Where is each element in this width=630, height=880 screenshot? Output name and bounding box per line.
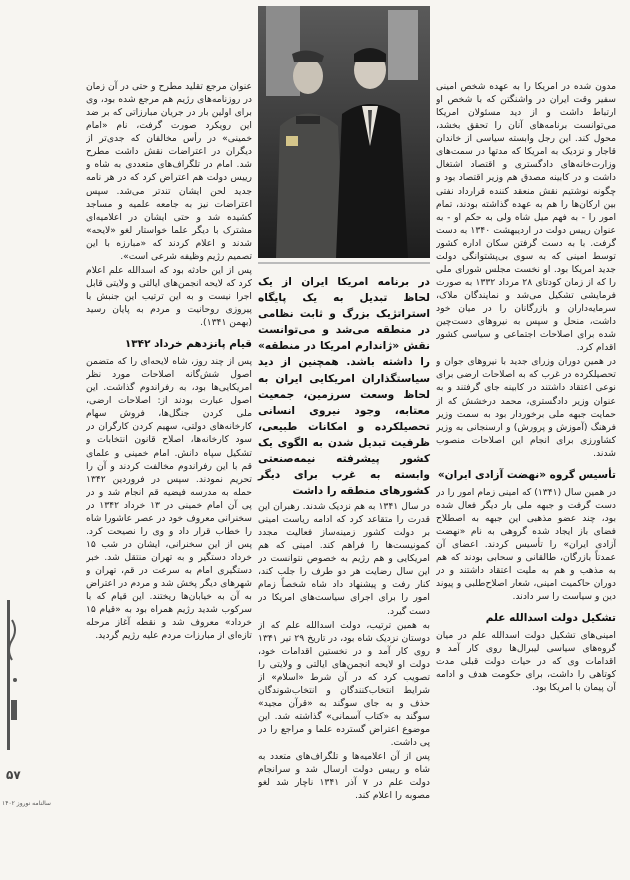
article-column-middle — [258, 500, 430, 810]
paragraph: عنوان مرجع تقلید مطرح و حتی در آن زمان در روزنامه‌های رژیم هم مرجع شده بود، وی برای اولین بار در جریان مبارزاتی که بر ضد این رویکرد صورت گرفت، نام «امام خمینی» در رأس مخالفان که جدی‌تر از دیگران در اعتراضات نقش داشت مطرح شد. امام در تلگراف‌های متعددی به شاه و رییس دولت هم اعتراض کرد که در هر نامه جدید لحن ایشان تندتر می‌شد. سپس اعتراضات نیز به جامعه علمیه و مساجد کشیده شد و حتی ایشان در اعلامیه‌ای مشترک با دیگر علما خواستار لغو «لایحه» شدند و اعلام کردند که «مبارزه با این تصمیم رژیم وظیفه شرعی است». — [86, 81, 252, 262]
section-heading: قیام پانزدهم خرداد ۱۳۴۲ — [124, 338, 252, 351]
paragraph: پس از آن اعلامیه‌ها و تلگراف‌های متعدد به شاه و رییس دولت ارسال شد و سرانجام دولت علم در ۷ آذر ۱۳۴۱ ناچار شد لغو مصوبه را اعلام کند. — [258, 751, 430, 802]
magazine-logo-mark — [4, 600, 20, 760]
paragraph: در همین دوران وزرای جدید با نیروهای جوان و تحصیلکرده در غرب که به اصلاحات ارضی برای نوعی اعتقاد داشتند در کابینه جای گرفتند و به عنوان وزیر دادگستری، محمد درخشش که از حمایت جبهه ملی برخوردار بود به سمت وزیر فرهنگ (آموزش و پرورش) و ارسنجانی به وزیر کشاورزی برای انجام این اصلاحات منصوب شدند. — [436, 356, 616, 459]
page-number: ۵۷ — [6, 768, 21, 782]
section-heading: تشکیل دولت اسدالله علم — [485, 612, 616, 625]
article-column-left — [86, 0, 252, 880]
paragraph: پس از چند روز، شاه لایحه‌ای را که متضمن اصول شش‌گانه اصلاحات مورد نظر امریکایی‌ها بود، به رفراندوم گذاشت. این اصول عبارت بودند از: اصلاحات ارضی، ملی کردن جنگل‌ها، فروش سهام کارخانه‌های دولتی، سهیم کردن کارگران در سود کارخانه‌ها، اصلاح قانون انتخابات و تشکیل سپاه دانش. امام خمینی و علمای قم با این رفراندوم مخالفت کردند و آن را تحریم نمودند. سپس در فروردین ۱۳۴۲ حمله به مدرسه فیضیه قم انجام شد و در پی آن امام خمینی در ۱۳ خرداد ۱۳۴۲ در سخنرانی معروف خود در عصر عاشورا شاه را خطاب قرار داد و وی را نصیحت کرد. پس از این سخنرانی، ایشان در شب ۱۵ خرداد دستگیر و به تهران منتقل شد. خبر دستگیری امام به سرعت در قم، تهران و شهرهای دیگر پخش شد و مردم در اعتراض به آن به خیابان‌ها ریختند. این قیام که با سرکوب شدید رژیم همراه بود به «قیام ۱۵ خرداد» معروف شد و نقطه آغاز مرحله تازه‌ای از مبارزات مردم علیه رژیم گردید. — [86, 356, 252, 642]
pull-quote — [258, 262, 430, 510]
section-heading: تأسیس گروه «نهضت آزادی ایران» — [437, 468, 616, 481]
article-column-right — [436, 0, 616, 880]
paragraph: به همین ترتیب، دولت اسدالله علم که از دوستان نزدیک شاه بود، در تاریخ ۲۹ تیر ۱۳۴۱ روی کار آمد و در نخستین اقدامات خود، دولت او لایحه انجمن‌های ایالتی و ولایتی را تصویب کرد که در آن شرط «اسلام» از شرایط انتخاب‌کنندگان و انتخاب‌شوندگان حذف و به جای سوگند به «قرآن مجید» سوگند به «کتاب آسمانی» گذاشته شد. این موضوع اعتراض گسترده علما و مراجع را در پی داشت. — [258, 619, 430, 749]
photo-illustration — [258, 6, 430, 258]
historical-photo — [258, 6, 430, 258]
pull-quote-text: در برنامه امریکا ایران از یک لحاظ تبدیل به یک پایگاه استراتژیک بزرگ و ثابت نظامی در منطقه می‌شد و می‌توانست نقش «ژاندارم امریکا در منطقه» را داشته باشد. همچنین از دید سیاستگذاران امریکایی ایران به لحاظ وسعت سرزمین، جمعیت معتابه، وجود نیروی انسانی تحصیلکرده و امکانات طبیعی، ظرفیت تبدیل شدن به الگوی یک کشور پیشرفته نیمه‌صنعتی وابسته به غرب برای دیگر کشورهای منطقه را داشت — [258, 276, 430, 498]
magazine-logo — [4, 600, 20, 760]
issue-label: سالنامه نوروز ۱۴۰۲ — [2, 800, 51, 807]
paragraph: در همین سال (۱۳۴۱) که امینی زمام امور را در دست گرفت و جبهه ملی بار دیگر فعال شده بود، چند عضو مذهبی این جبهه به اصطلاح فضای باز ایجاد شده گروهی به نام «نهضت آزادی ایران» را تأسیس کردند. اعضای آن عمدتاً بازرگان، طالقانی و سحابی بودند که هم به مذهب و هم به ملیت اعتقاد داشتند و در دوران حاکمیت امینی، شعار اصلاح‌طلبی و پیوند دین و سیاست را سر دادند. — [436, 486, 616, 603]
paragraph: در سال ۱۳۴۱ به هم نزدیک شدند. رهبران این قدرت را متقاعد کرد که ادامه ریاست امینی بر دولت کشور زمینه‌ساز فعالیت مجدد کمونیست‌ها را فراهم کند. امینی که هم امریکایی و هم رژیم به خصوص نتوانست در این سال رضایت هر دو طرف را جلب کند، کنار رفت و پیشنهاد داد شاه شخصاً زمام امور را برای اجرای سیاست‌های امریکا در دست گیرد. — [258, 501, 430, 617]
paragraph: مدون شده در امریکا را به عهده شخص امینی سفیر وقت ایران در واشنگتن که با شخص او ارتباط داشت و از دید مسئولان امریکا می‌توانست برنامه‌های آنان را تحقق بخشد، محول کند. این رجل وابسته سیاسی از خاندان قاجار و نزدیک به امریکا که مدتها در سمت‌های وزارت‌خانه‌های دادگستری و اقتصاد اشتغال داشت و در کابینه مصدق هم وزیر اقتصاد بود و چگونه نوشتیم نقش منعقد کننده قرارداد نفتی بین ارکان‌ها را هم به عهده گذاشته بودند، تمام امور را - به فهم میل شاه ولی به حکم او - به عنوان رییس دولت در اردیبهشت ۱۳۴۰ به دست گرفت. با به دست گرفتن سکان اداره کشور توسط امینی که به سوی بی‌پشتوانگی دولت جدید امریکا بود. او نخست مجلس شورای ملی را که از زمان کودتای ۲۸ مرداد ۱۳۳۲ به صورت فرمایشی تشکیل می‌شد و نمایندگان ملاک، سرمایه‌داران و بازرگانان را در میان خود داشت، منحل و سپس به نیروهای دست‌چین شده برای اصلاحات اجتماعی و سیاسی کشور اقدام کرد. — [436, 81, 616, 354]
paragraph: امینی‌های تشکیل دولت اسدالله علم در میان گروه‌های سیاسی لیبرال‌ها روی کار آمد و اقدامات وی که در حیات دولت قبلی مدت کوتاهی را داشت، برای حکومت هدف و ادامه آن پیمان با امریکا بود. — [436, 630, 616, 694]
paragraph: پس از این حادثه بود که اسدالله علم اعلام کرد که لایحه انجمن‌های ایالتی و ولایتی قابل اجرا نیست و به این ترتیب این جنبش با پیروزی روحانیت و مردم به پایان رسید (بهمن ۱۳۴۱). — [86, 264, 252, 329]
